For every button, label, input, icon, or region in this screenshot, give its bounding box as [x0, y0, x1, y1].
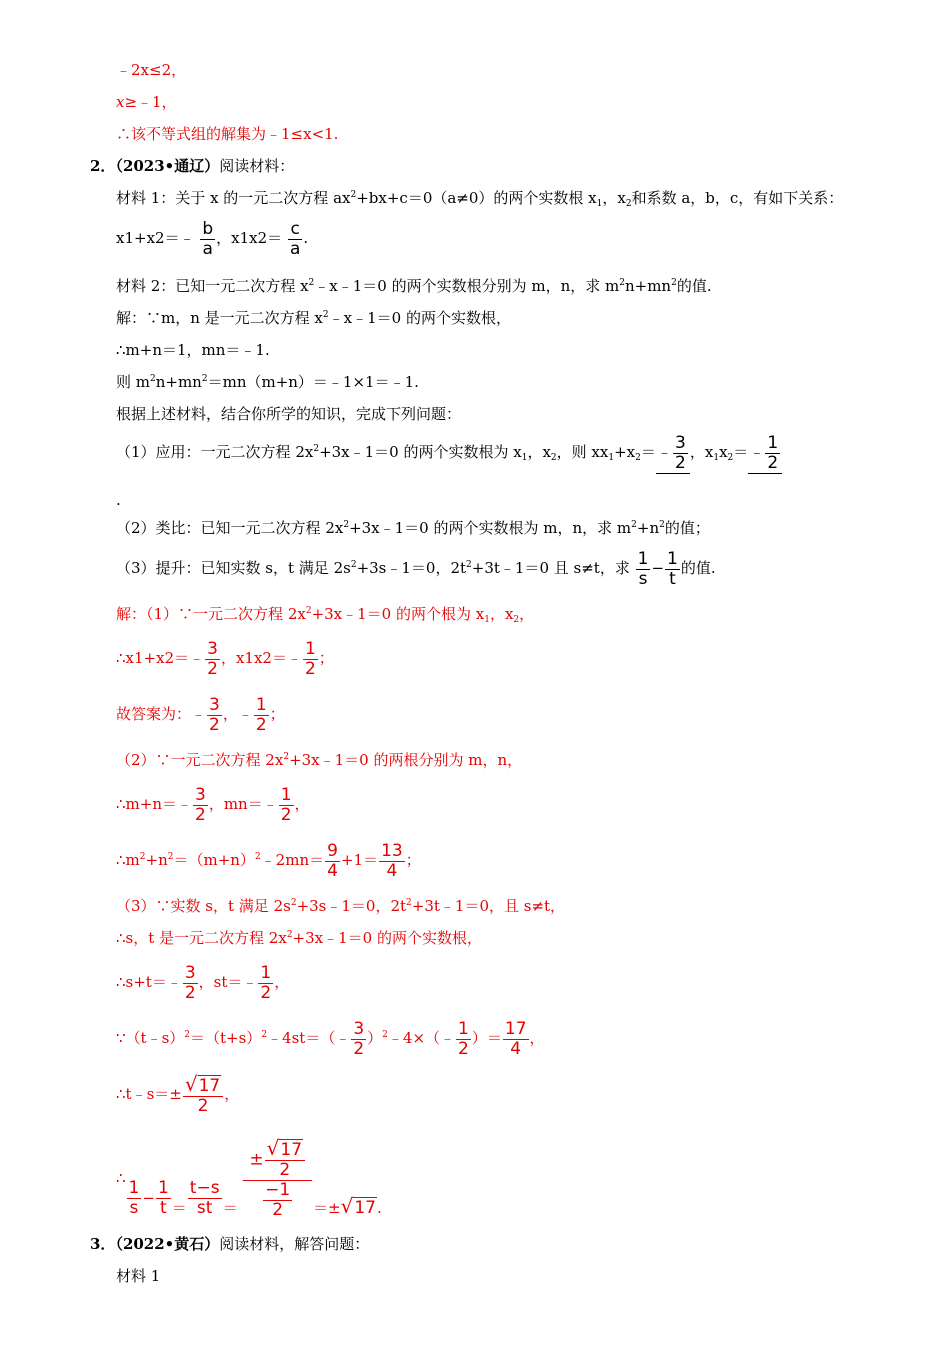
- text: ﹣2mn＝: [260, 851, 325, 869]
- text: ∴m: [116, 851, 140, 869]
- answer-line-10: [116, 1018, 545, 1059]
- text: +3x﹣1＝0 的两个实数根为 m，n，求 m: [349, 519, 632, 537]
- fraction: [265, 1135, 305, 1180]
- text: ﹣2x≤2，: [116, 61, 187, 79]
- var: x: [116, 93, 125, 111]
- sub: 2: [550, 453, 557, 463]
- sub: 1: [596, 199, 603, 209]
- fraction: [279, 786, 294, 825]
- task-instruction: [116, 404, 461, 424]
- material-2-solution-3: [116, 372, 419, 392]
- denominator: a: [202, 238, 213, 259]
- text: ，x1x2＝: [216, 229, 283, 247]
- answer-line-4: [116, 750, 522, 770]
- text: 材料 2：已知一元二次方程 x: [116, 277, 309, 295]
- fraction: [183, 964, 198, 1003]
- denominator: 2: [197, 1095, 209, 1116]
- sup: 2: [150, 374, 156, 384]
- numerator: 3: [195, 784, 206, 805]
- text: ﹣x﹣1＝0 的两个实数根分别为 m，n，求 m: [314, 277, 620, 295]
- text: +bx+c＝0（a≠0）的两个实数根 x: [356, 189, 597, 207]
- problem-3-header: [90, 1234, 369, 1254]
- denominator: 2: [458, 1038, 469, 1059]
- denominator: 2: [279, 1159, 291, 1180]
- numerator: 1: [304, 638, 316, 659]
- text: ＝: [222, 1199, 238, 1217]
- denominator: s: [638, 568, 648, 589]
- text: +3s﹣1＝0，2t: [296, 897, 407, 915]
- text: ，st＝﹣: [198, 973, 258, 991]
- radicand: 17: [354, 1198, 376, 1218]
- numerator: 1: [128, 1178, 140, 1198]
- answer-line-11: [116, 1071, 240, 1116]
- sup: 2: [406, 898, 412, 908]
- sub: 1: [608, 453, 615, 463]
- text: +3t﹣1＝0 且 s≠t，求: [471, 559, 630, 577]
- text: +3s﹣1＝0，2t: [356, 559, 467, 577]
- denominator: 2: [280, 804, 292, 825]
- text: +3x﹣1＝0 的两根分别为 m，n，: [289, 751, 523, 769]
- sup: 2: [659, 520, 665, 530]
- sub: 2: [635, 453, 641, 463]
- compound-numerator: [243, 1135, 312, 1181]
- sup: 2: [631, 520, 637, 530]
- text: ∴t﹣s＝±: [116, 1085, 182, 1103]
- numerator: 1: [157, 1178, 169, 1198]
- text: （2）类比：已知一元二次方程 2x: [116, 519, 344, 537]
- numerator: 1: [260, 962, 272, 983]
- text: ，x: [689, 443, 714, 461]
- fraction: [207, 696, 222, 735]
- material-2-line: [116, 276, 712, 296]
- fraction: [503, 1020, 529, 1059]
- text: ＝（m+n）: [173, 851, 255, 869]
- fraction: [193, 786, 208, 825]
- text: （2）∵一元二次方程 2x: [116, 751, 284, 769]
- text: 故答案为：﹣: [116, 705, 207, 723]
- fraction: [379, 842, 405, 881]
- denominator: 2: [353, 1038, 365, 1059]
- text: +3x﹣1＝0 的两个实数根，: [292, 929, 482, 947]
- text: ，x: [489, 605, 514, 623]
- sqrt: √17: [184, 1071, 221, 1096]
- text: ＝mn（m+n）＝﹣1×1＝﹣1.: [207, 373, 419, 391]
- text: ∴s+t＝﹣: [116, 973, 182, 991]
- denominator: 2: [304, 658, 316, 679]
- text: ，x: [602, 189, 626, 207]
- text: x1+x2＝﹣: [116, 229, 195, 247]
- answer-line-2: [116, 638, 334, 679]
- text: +3t﹣1＝0，且 s≠t，: [411, 897, 566, 915]
- text: ∴m+n＝﹣: [116, 795, 192, 813]
- sup: 2: [283, 752, 290, 762]
- numerator: 1: [637, 548, 649, 569]
- problem-3-material-1: [116, 1266, 160, 1286]
- text: ）: [367, 1029, 383, 1047]
- text: ∴该不等式组的解集为﹣1≤x<1.: [116, 125, 339, 143]
- numerator: 13: [381, 840, 403, 861]
- answer-line-1: [116, 604, 534, 624]
- problem-2-header: [90, 156, 294, 176]
- numerator: 9: [327, 840, 338, 861]
- fraction: [205, 640, 220, 679]
- text: 解：（1）∵一元二次方程 2x: [116, 605, 306, 623]
- text: ∴x1+x2＝﹣: [116, 649, 205, 667]
- prev-solution-line-2: [116, 92, 177, 112]
- fraction-1-over-s: [636, 550, 651, 589]
- fraction: [254, 696, 269, 735]
- text: 和系数 a，b，c，有如下关系：: [631, 189, 844, 207]
- fraction: [188, 1179, 222, 1218]
- denominator: st: [196, 1198, 213, 1218]
- numerator: 1: [458, 1018, 469, 1039]
- text: ∵（t﹣s）: [116, 1029, 185, 1047]
- numerator: [265, 1135, 305, 1161]
- text: ；: [405, 851, 421, 869]
- fraction: [351, 1020, 366, 1059]
- denominator: 2: [184, 982, 196, 1003]
- answer-line-9: [116, 962, 289, 1003]
- answer-line-5: [116, 784, 310, 825]
- text: ，x1x2＝﹣: [220, 649, 302, 667]
- text: 材料 1: [116, 1267, 161, 1285]
- numerator: −1: [265, 1179, 291, 1200]
- text: ＝: [733, 443, 749, 461]
- sub: 2: [513, 615, 520, 625]
- denominator: 2: [207, 658, 218, 679]
- fraction: [303, 640, 318, 679]
- text: ，则 x: [556, 443, 600, 461]
- fraction-b-over-a: [200, 220, 215, 259]
- prev-solution-line-1: [116, 60, 186, 80]
- text: ，mn＝﹣: [208, 795, 278, 813]
- text: ）＝: [471, 1029, 502, 1047]
- sup: 2: [343, 520, 350, 530]
- text: 材料 1：关于 x 的一元二次方程 ax: [116, 189, 351, 207]
- text: （3）∵实数 s，t 满足 2s: [116, 897, 291, 915]
- answer-line-6: [116, 840, 421, 881]
- numerator: 3: [209, 694, 220, 715]
- text: 的值.: [676, 277, 712, 295]
- text: ＝: [640, 443, 656, 461]
- numerator: b: [202, 218, 214, 239]
- text: ﹣4st＝（﹣: [267, 1029, 351, 1047]
- numerator: 1: [667, 548, 678, 569]
- sup: 2: [382, 1030, 388, 1040]
- text: ；: [318, 649, 334, 667]
- denominator: t: [669, 568, 676, 589]
- text: +3x﹣1＝0 的两个实数根为 x: [319, 443, 522, 461]
- sup: 2: [671, 278, 677, 288]
- numerator: c: [288, 220, 302, 240]
- sub: 2: [625, 199, 632, 209]
- text: +n: [145, 851, 168, 869]
- text: ，: [519, 605, 535, 623]
- sup: 2: [139, 852, 146, 862]
- text: 阅读材料，解答问题：: [219, 1235, 370, 1253]
- text: ，: [274, 973, 290, 991]
- question-1: （1）应用：一元二次方程 $2x^2+3x﹣1=0$ 的两个实数根为 $x_1$，$x_2$，则 $xx_1+x_2=﹣$ $\frac{3}{2}$ ，$x_1x_2=﹣$ $\frac{1}{2}$: [116, 432, 782, 474]
- denominator: 4: [510, 1038, 522, 1059]
- denominator: 2: [195, 804, 206, 825]
- material-1-line: [116, 188, 843, 208]
- text: 则 m: [116, 373, 150, 391]
- sup: 2: [308, 278, 315, 288]
- denominator: a: [289, 238, 301, 259]
- denominator: t: [160, 1198, 167, 1218]
- radicand: 17: [198, 1075, 221, 1096]
- compound-fraction: [243, 1135, 312, 1220]
- material-2-solution-2: [116, 340, 270, 360]
- minus: −: [651, 559, 665, 577]
- sup: 2: [322, 310, 329, 320]
- text: （3）提升：已知实数 s，t 满足 2s: [116, 559, 351, 577]
- text: ＝±: [313, 1199, 341, 1217]
- sup: 2: [350, 560, 357, 570]
- text: 根据上述材料，结合你所学的知识，完成下列问题：: [116, 405, 462, 423]
- text: ﹣4×（﹣: [387, 1029, 456, 1047]
- answer-blank-1: [656, 432, 690, 474]
- numerator: 3: [353, 1018, 365, 1039]
- question-1-period: [116, 490, 121, 510]
- denominator: 2: [272, 1199, 284, 1220]
- numerator: 3: [184, 962, 196, 983]
- sqrt: √17: [340, 1194, 376, 1218]
- text: ﹣x﹣1＝0 的两个实数根，: [328, 309, 511, 327]
- text: ＝: [171, 1199, 187, 1217]
- numerator: 1: [280, 784, 292, 805]
- fraction-1-over-t: [665, 550, 680, 589]
- text: ≥﹣1，: [124, 93, 177, 111]
- sup: 2: [184, 1030, 191, 1040]
- sup: 2: [286, 930, 293, 940]
- text: +n: [636, 519, 660, 537]
- text: n+mn: [155, 373, 202, 391]
- sub: 1: [521, 453, 528, 463]
- question-3: [116, 548, 716, 589]
- fraction: [456, 1020, 471, 1059]
- sub: 1: [484, 615, 490, 625]
- sup: 2: [261, 1030, 268, 1040]
- question-2: [116, 518, 710, 538]
- text: 阅读材料：: [219, 157, 295, 175]
- answer-line-8: [116, 928, 482, 948]
- prev-solution-line-3: [116, 124, 338, 144]
- text: ∴m+n＝1，mn＝﹣1.: [116, 341, 270, 359]
- fraction: [325, 842, 340, 881]
- fraction: [258, 964, 273, 1003]
- numerator: t−s: [189, 1178, 220, 1198]
- sup: 2: [201, 374, 208, 384]
- text: ，: [224, 1085, 240, 1103]
- sub: 1: [713, 453, 720, 463]
- text: ∴: [116, 1169, 126, 1187]
- text: ，﹣: [222, 705, 253, 723]
- fraction: [127, 1179, 142, 1218]
- denominator: s: [129, 1198, 139, 1218]
- denominator: 4: [386, 860, 398, 881]
- answer-line-3: [116, 694, 285, 735]
- text: 解：∵m，n 是一元二次方程 x: [116, 309, 323, 327]
- fraction-c-over-a: [288, 220, 302, 259]
- minus: −: [142, 1189, 155, 1207]
- sup: 2: [254, 852, 261, 862]
- sup: 2: [313, 444, 320, 454]
- answer-line-7: [116, 896, 565, 916]
- numerator: 17: [504, 1018, 527, 1039]
- fraction-neg-half: [263, 1181, 292, 1220]
- plus-minus: ±: [249, 1149, 264, 1169]
- problem-source: （2023•通辽）: [115, 157, 220, 175]
- numerator: [183, 1071, 223, 1097]
- material-1-relations: x1+x2＝﹣ $\frac{b}{a}$ ，x1x2＝ $\frac{c}{a}$ .: [116, 218, 309, 259]
- text: ＝（t+s）: [190, 1029, 262, 1047]
- sign: ﹣: [749, 443, 765, 461]
- numerator: 1: [767, 432, 779, 453]
- fraction: [156, 1179, 171, 1218]
- problem-number: 3．: [90, 1235, 116, 1253]
- text: ，: [294, 795, 310, 813]
- sup: 2: [466, 560, 472, 570]
- denominator: 2: [767, 452, 779, 473]
- sqrt: √17: [266, 1135, 303, 1160]
- sup: 2: [167, 852, 174, 862]
- fraction-sqrt17-over-2: [183, 1071, 223, 1116]
- sign: ﹣: [656, 443, 672, 461]
- sup: 2: [290, 898, 297, 908]
- sup: 2: [350, 190, 357, 200]
- text: +1＝: [340, 851, 379, 869]
- text: 的值.: [680, 559, 716, 577]
- text: n+mn: [624, 277, 672, 295]
- denominator: 2: [674, 452, 686, 473]
- text: ，x: [527, 443, 551, 461]
- fraction-1-over-2: [765, 434, 780, 473]
- text: .: [376, 1199, 382, 1217]
- text: ；: [269, 705, 285, 723]
- radicand: 17: [280, 1139, 303, 1160]
- compound-denominator: [243, 1181, 312, 1220]
- numerator: 3: [207, 638, 218, 659]
- text: 的值；: [664, 519, 710, 537]
- numerator: 1: [255, 694, 267, 715]
- denominator: 2: [260, 982, 272, 1003]
- sup: 2: [305, 606, 312, 616]
- text: （1）应用：一元二次方程 2x: [116, 443, 314, 461]
- text: .: [116, 491, 121, 509]
- text: ∴s，t 是一元二次方程 2x: [116, 929, 287, 947]
- numerator: 3: [674, 432, 686, 453]
- denominator: 4: [327, 860, 338, 881]
- problem-number: 2．: [90, 157, 116, 175]
- text: +3x﹣1＝0 的两个根为 x: [311, 605, 485, 623]
- sup: 2: [619, 278, 625, 288]
- problem-source: （2022•黄石）: [115, 1235, 220, 1253]
- text: ，: [529, 1029, 545, 1047]
- fraction-3-over-2: [673, 434, 688, 473]
- denominator: 2: [209, 714, 220, 735]
- sub: 2: [727, 453, 734, 463]
- denominator: 2: [255, 714, 267, 735]
- material-2-solution-1: [116, 308, 511, 328]
- answer-blank-2: [748, 432, 782, 474]
